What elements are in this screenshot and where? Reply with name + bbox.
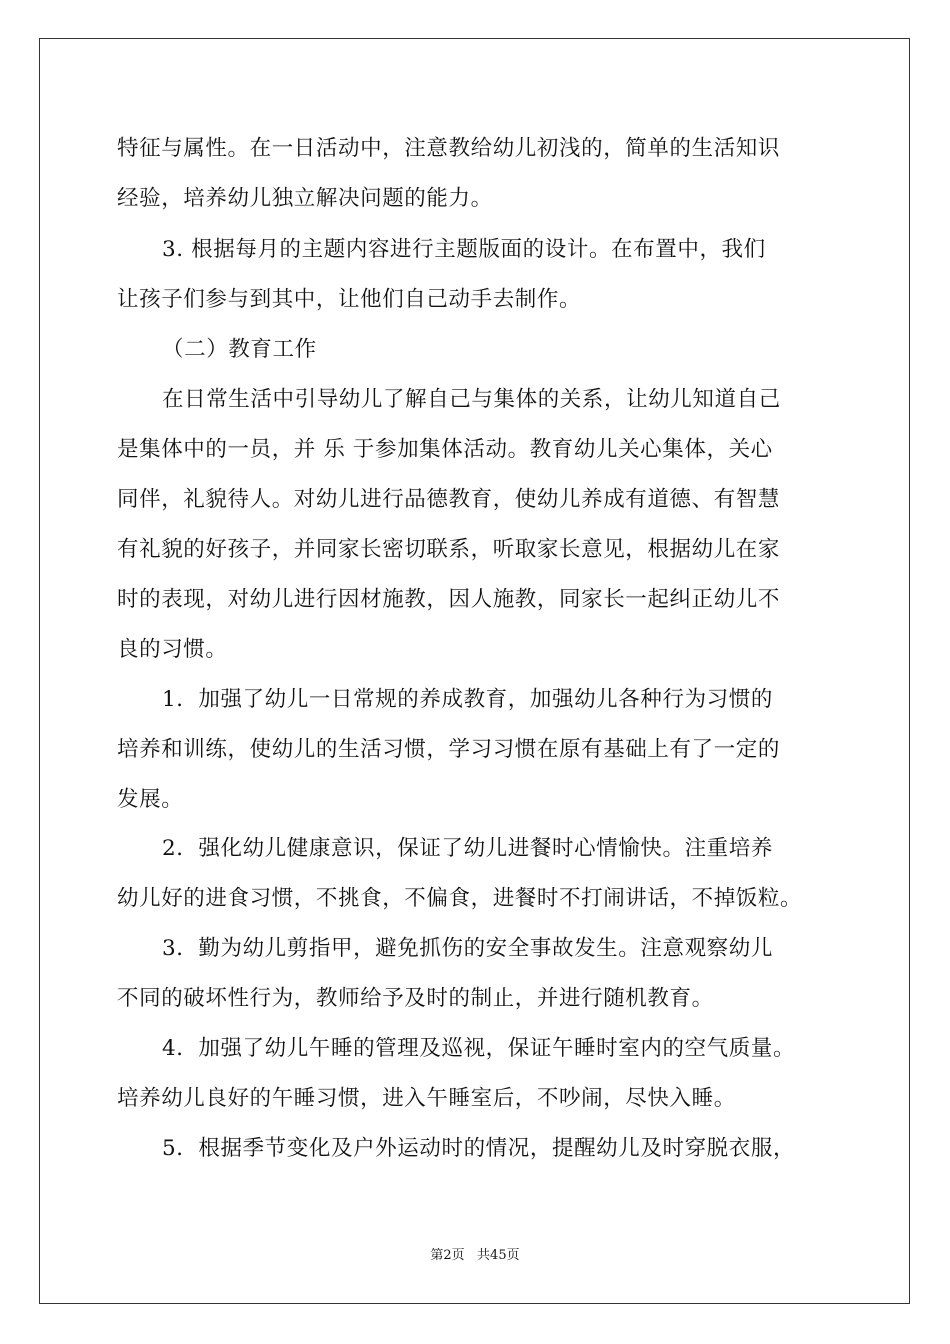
text-line: 培养幼儿良好的午睡习惯，进入午睡室后，不吵闹，尽快入睡。	[117, 1086, 736, 1111]
text-line: 3．勤为幼儿剪指甲，避免抓伤的安全事故发生。注意观察幼儿	[162, 936, 773, 961]
text-line: 幼儿好的进食习惯，不挑食，不偏食，进餐时不打闹讲话，不掉饭粒。	[117, 886, 803, 911]
text-line: 让孩子们参与到其中，让他们自己动手去制作。	[117, 287, 582, 312]
text-line: 3. 根据每月的主题内容进行主题版面的设计。在布置中，我们	[162, 237, 766, 262]
text-line: 1．加强了幼儿一日常规的养成教育，加强幼儿各种行为习惯的	[162, 687, 773, 712]
text-line: 经验，培养幼儿独立解决问题的能力。	[117, 186, 493, 211]
text-line: 有礼貌的好孩子，并同家长密切联系，听取家长意见，根据幼儿在家	[117, 537, 781, 562]
text-line: 培养和训练，使幼儿的生活习惯，学习习惯在原有基础上有了一定的	[117, 737, 781, 762]
text-line: 良的习惯。	[117, 637, 228, 662]
text-line: 不同的破坏性行为，教师给予及时的制止，并进行随机教育。	[117, 986, 714, 1011]
text-line: 2．强化幼儿健康意识，保证了幼儿进餐时心情愉快。注重培养	[162, 836, 773, 861]
section-heading: （二）教育工作	[162, 337, 317, 362]
text-line: 是集体中的一员，并 乐 于参加集体活动。教育幼儿关心集体，关心	[117, 437, 773, 462]
page-border	[39, 38, 910, 1304]
text-line: 同伴，礼貌待人。对幼儿进行品德教育，使幼儿养成有道德、有智慧	[117, 487, 781, 512]
text-line: 在日常生活中引导幼儿了解自己与集体的关系，让幼儿知道自己	[162, 387, 781, 412]
page-number-footer: 第2页 共45页	[430, 1248, 520, 1263]
text-line: 时的表现，对幼儿进行因材施教，因人施教，同家长一起纠正幼儿不	[117, 587, 781, 612]
text-line: 发展。	[117, 787, 184, 812]
text-line: 4．加强了幼儿午睡的管理及巡视，保证午睡时室内的空气质量。	[162, 1036, 796, 1061]
text-line: 5．根据季节变化及户外运动时的情况，提醒幼儿及时穿脱衣服，	[162, 1136, 796, 1161]
text-line: 特征与属性。在一日活动中，注意教给幼儿初浅的，简单的生活知识	[117, 136, 781, 161]
